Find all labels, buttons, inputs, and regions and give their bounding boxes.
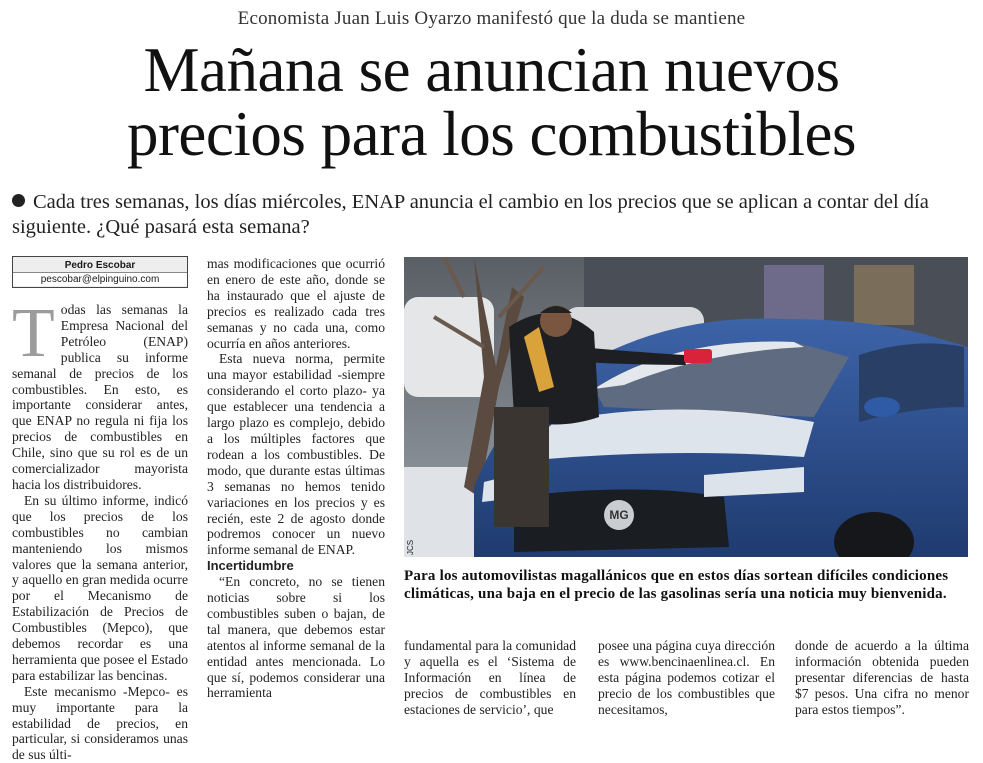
person-legs bbox=[494, 407, 549, 527]
photo-caption: Para los automovilistas magallánicos que en estos días sortean difíciles condiciones climáticas, una baja en el precio de las gasolinas sería una noticia muy bienvenida. bbox=[404, 568, 949, 602]
paragraph: Este mecanismo -Mepco- es muy importante para la estabilidad de precios, en particular, si consideramos unas de sus últi- bbox=[12, 683, 188, 763]
paragraph: “En concreto, no se tienen noticias sobre si los combustibles suben o bajan, de tal manera, que debemos estar atentos al informe semanal de la entidad antes mencionada. Lo que sí, podemos considerar una herramienta bbox=[207, 574, 385, 701]
byline-box bbox=[12, 256, 188, 288]
headline bbox=[0, 35, 983, 169]
news-photo bbox=[404, 257, 968, 557]
svg-text:MG: MG bbox=[609, 508, 629, 522]
snowy-car-illustration bbox=[404, 257, 968, 557]
paragraph: mas modificaciones que ocurrió en enero de este año, donde se ha instaurado que el ajuste de precios es realizado cada tres semanas y no cada una, como ocurría en años anteriores. bbox=[207, 256, 385, 351]
paragraph: donde de acuerdo a la última información obtenida pueden presentar diferencias de hasta $7 pesos. Una cifra no menor para estos tiempos”. bbox=[795, 638, 969, 717]
article-column-2 bbox=[207, 256, 385, 701]
headline-line-2: precios para los combustibles bbox=[126, 99, 857, 169]
author-email[interactable]: pescobar@elpinguino.com bbox=[13, 272, 187, 286]
paragraph: En su último informe, indicó que los precios de los combustibles no cambian manteniendo los mismos valores que la semana anterior, y aquello en gran medida ocurre por el Mecanismo de Estabilización de Precios de Combustibles (Mepco), que debemos recordar es una herramienta que posee el Estado para estabilizar las bencinas. bbox=[12, 492, 188, 683]
article-column-4 bbox=[598, 638, 775, 718]
article-column-5 bbox=[795, 638, 969, 718]
article-column-1 bbox=[12, 295, 188, 763]
paragraph: posee una página cuya dirección es www.bencinaenlinea.cl. En esta página podemos cotizar el precio de los combustibles que necesitamos, bbox=[598, 638, 775, 717]
headline-line-1: Mañana se anuncian nuevos bbox=[143, 35, 840, 105]
paragraph: Esta nueva norma, permite una mayor estabilidad -siempre considerando el corto plazo- ya que establecer una tendencia a largo plazo es complejo, debido a los múltiples factores que rodean a los combustibles. De modo, que durante estas últimas 3 semanas no hemos tenido variaciones en los precios y es recién, este 2 de agosto donde podremos conocer un nuevo informe semanal de ENAP. bbox=[207, 351, 385, 558]
bullet-icon bbox=[12, 194, 25, 207]
kicker: Economista Juan Luis Oyarzo manifestó que la duda se mantiene bbox=[237, 8, 746, 29]
lead-paragraph bbox=[12, 190, 974, 240]
author-name: Pedro Escobar bbox=[64, 260, 136, 271]
paragraph: fundamental para la comunidad y aquella es el ‘Sistema de Información en línea de precios de combustibles en estaciones de servicio’, que bbox=[404, 638, 576, 717]
photo-credit: JCS bbox=[406, 539, 415, 555]
lead-text: Cada tres semanas, los días miércoles, ENAP anuncia el cambio en los precios que se aplican a contar del día siguiente. ¿Qué pasará esta semana? bbox=[12, 191, 929, 238]
side-mirror bbox=[864, 397, 900, 417]
drop-cap: T bbox=[12, 295, 55, 372]
ice-scraper bbox=[684, 349, 712, 363]
paragraph: Todas las semanas la Empresa Nacional del Petróleo (ENAP) publica su informe semanal de precios de los combustibles. En esto, es importante considerar antes, que ENAP no regula ni fija los precios de combustibles en Chile, sino que su rol es de un comercializador mayorista hacia los distribuidores. bbox=[12, 295, 188, 492]
subheading: Incertidumbre bbox=[207, 558, 294, 574]
article-column-3 bbox=[404, 638, 576, 718]
